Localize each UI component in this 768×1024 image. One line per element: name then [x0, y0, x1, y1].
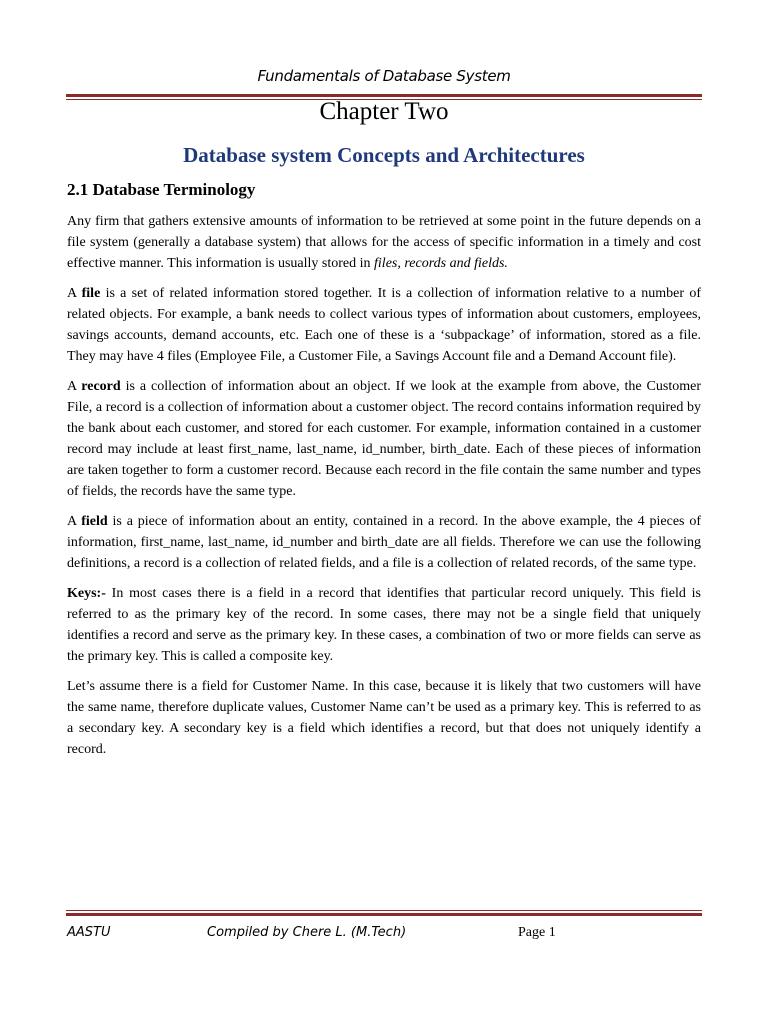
document-body — [67, 211, 701, 769]
section-heading: 2.1 Database Terminology — [67, 180, 256, 199]
page-number: Page 1 — [518, 925, 556, 940]
paragraph-record: A record is a collection of information about an object. If we look at the example from above, the Customer File, a record is a collection of information about a customer object. The record contains information required by the bank about each customer, and stored for each customer. For example, information contained in a customer record may include at least first_name, last_name, id_number, birth_date. Each of these pieces of information are taken together to form a customer record. Because each record in the file contain the same number and types of fields, the records have the same type. — [67, 379, 701, 499]
paragraph-intro: Any firm that gathers extensive amounts of information to be retrieved at some point in the future depends on a file system (generally a database system) that allows for the access of specific information in a timely and cost effective manner. This information is usually stored in files, records and fields. — [67, 214, 701, 271]
footer-author: Compiled by Chere L. (M.Tech) — [207, 925, 407, 940]
page-footer — [67, 925, 701, 945]
paragraph-secondary-key: Let’s assume there is a field for Customer Name. In this case, because it is likely that two customers will have the same name, therefore duplicate values, Customer Name can’t be used as a primary key. This is referred to as a secondary key. A secondary key is a field which identifies a record, but that does not uniquely identify a record. — [67, 679, 701, 757]
running-header: Fundamentals of Database System — [257, 67, 511, 85]
footer-rule — [66, 910, 702, 916]
paragraph-field: A field is a piece of information about an entity, contained in a record. In the above example, the 4 pieces of information, first_name, last_name, id_number and birth_date are all fields. Therefore we can use the following definitions, a record is a collection of related fields, and a file is a collection of related records, of the same type. — [67, 514, 701, 571]
footer-institution: AASTU — [67, 925, 111, 940]
paragraph-keys: Keys:- In most cases there is a field in a record that identifies that particular record uniquely. This field is referred to as the primary key of the record. In some cases, there may not be a single field that uniquely identifies a record and serve as the primary key. In these cases, a combination of two or more fields can serve as the primary key. This is called a composite key. — [67, 586, 701, 664]
paragraph-file: A file is a set of related information stored together. It is a collection of information relative to a number of related objects. For example, a bank needs to collect various types of information about customers, employees, savings accounts, demand accounts, etc. Each one of these is a ‘subpackage’ of information, stored as a file. They may have 4 files (Employee File, a Customer File, a Savings Account file and a Demand Account file). — [67, 286, 701, 364]
chapter-title: Chapter Two — [319, 98, 449, 125]
chapter-subtitle: Database system Concepts and Architectures — [183, 143, 585, 167]
